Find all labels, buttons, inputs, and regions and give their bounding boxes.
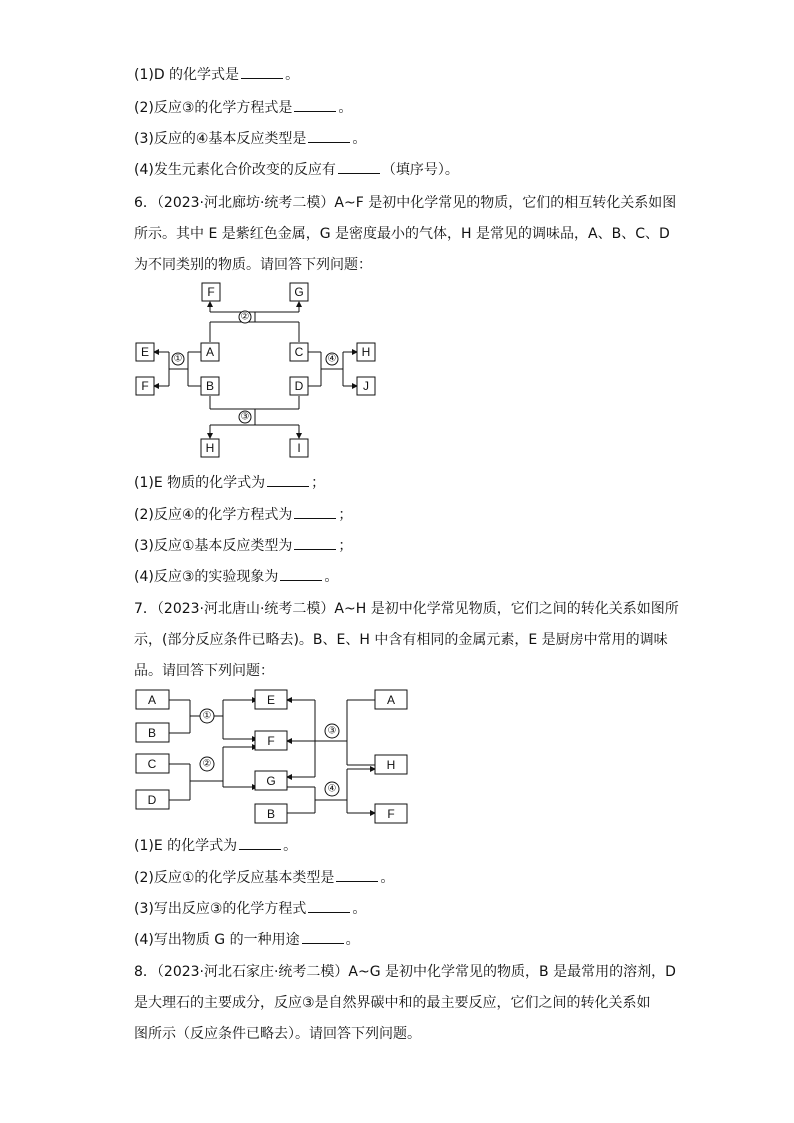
q7-sub3: (3)写出反应③的化学方程式 。 — [134, 898, 366, 920]
q7-box-B-left — [136, 723, 169, 742]
q5-sub2: (2)反应③的化学方程式是 。 — [134, 97, 352, 119]
svg-text:④: ④ — [327, 353, 337, 365]
svg-text:C: C — [294, 345, 304, 359]
svg-text:A: A — [147, 693, 157, 707]
q6-box-H-bottom — [201, 439, 219, 457]
q6-reaction-4 — [326, 353, 338, 365]
svg-text:④: ④ — [327, 783, 337, 795]
q6-stem-line3: 为不同类别的物质。请回答下列问题： — [134, 257, 372, 273]
svg-text:③: ③ — [327, 725, 337, 737]
answer-blank[interactable] — [294, 535, 336, 550]
svg-text:A: A — [386, 693, 396, 707]
svg-text:①: ① — [202, 710, 212, 722]
svg-text:F: F — [207, 285, 215, 299]
q7-box-B-bottom — [255, 804, 287, 823]
q6-stem-line1: 6．（2023·河北廊坊·统考二模）A~F 是初中化学常见的物质，它们的相互转化关系如图 — [134, 195, 677, 211]
svg-text:D: D — [147, 793, 157, 807]
q7-box-D — [136, 790, 169, 809]
svg-text:G: G — [294, 285, 304, 299]
q7-reaction-diagram — [125, 683, 425, 833]
svg-text:F: F — [267, 734, 275, 748]
svg-text:G: G — [266, 774, 276, 788]
answer-blank[interactable] — [241, 64, 283, 79]
svg-text:E: E — [140, 345, 150, 359]
answer-blank[interactable] — [338, 159, 380, 174]
svg-text:F: F — [387, 807, 395, 821]
svg-text:H: H — [386, 758, 396, 772]
svg-text:C: C — [147, 757, 157, 771]
q7-reaction-2 — [200, 757, 214, 771]
q8-stem-line2: 是大理石的主要成分，反应③是自然界碳中和的最主要反应，它们之间的转化关系如 — [134, 995, 651, 1011]
svg-text:B: B — [147, 726, 157, 740]
q6-box-E — [136, 343, 154, 361]
q7-box-F-mid — [255, 731, 287, 750]
svg-text:③: ③ — [240, 411, 250, 423]
q8-stem-line3: 图所示（反应条件已略去）。请回答下列问题。 — [134, 1026, 421, 1042]
q6-box-A — [201, 343, 219, 361]
svg-text:②: ② — [202, 758, 212, 770]
answer-blank[interactable] — [294, 504, 336, 519]
q6-reaction-2 — [239, 311, 251, 323]
q5-sub4: (4)发生元素化合价改变的反应有 （填序号）。 — [134, 159, 459, 181]
q6-reaction-diagram — [125, 275, 395, 465]
q6-sub4: (4)反应③的实验现象为 。 — [134, 566, 338, 588]
q6-box-G — [290, 283, 308, 301]
svg-text:A: A — [205, 345, 215, 359]
q7-box-H — [375, 755, 407, 774]
q7-box-E — [255, 690, 287, 709]
q7-sub1: (1)E 的化学式为 。 — [134, 835, 297, 857]
q7-reaction-3 — [325, 724, 339, 738]
svg-text:②: ② — [240, 311, 250, 323]
q5-sub3: (3)反应的④基本反应类型是 。 — [134, 128, 366, 150]
q6-box-H-right — [357, 343, 375, 361]
svg-text:H: H — [205, 441, 215, 455]
q6-sub2: (2)反应④的化学方程式为 ； — [134, 504, 352, 526]
svg-text:J: J — [363, 379, 369, 393]
answer-blank[interactable] — [336, 867, 378, 882]
q6-reaction-3 — [239, 411, 251, 423]
svg-text:H: H — [361, 345, 371, 359]
q6-reaction-1 — [172, 353, 184, 365]
q8-stem-line1: 8．（2023·河北石家庄·统考二模）A~G 是初中化学常见的物质，B 是最常用的溶剂，D — [134, 964, 676, 980]
q6-box-D — [290, 377, 308, 395]
q7-box-A-right — [375, 690, 407, 709]
q7-box-A-left — [136, 690, 169, 709]
answer-blank[interactable] — [267, 472, 309, 487]
q6-sub1: (1)E 物质的化学式为 ； — [134, 472, 325, 494]
q7-reaction-1 — [200, 709, 214, 723]
svg-text:B: B — [266, 807, 276, 821]
q5-sub1: (1)D 的化学式是 。 — [134, 64, 299, 86]
q6-box-J — [357, 377, 375, 395]
q6-stem-line2: 所示。其中 E 是紫红色金属，G 是密度最小的气体，H 是常见的调味品，A、B、C、D — [134, 226, 670, 242]
answer-blank[interactable] — [308, 898, 350, 913]
svg-text:E: E — [266, 693, 276, 707]
svg-text:I: I — [297, 441, 301, 455]
svg-text:D: D — [294, 379, 304, 393]
q6-box-C — [290, 343, 308, 361]
q6-box-F-top — [202, 283, 220, 301]
svg-text:①: ① — [173, 353, 183, 365]
answer-blank[interactable] — [308, 128, 350, 143]
answer-blank[interactable] — [239, 835, 281, 850]
q7-sub4: (4)写出物质 G 的一种用途 。 — [134, 929, 360, 951]
q7-stem-line1: 7．（2023·河北唐山·统考二模）A~H 是初中化学常见物质，它们之间的转化关系如图所 — [134, 601, 679, 617]
q7-stem-line2: 示，(部分反应条件已略去)。B、E、H 中含有相同的金属元素，E 是厨房中常用的调味 — [134, 632, 668, 648]
svg-text:F: F — [141, 379, 149, 393]
q6-box-I — [290, 439, 308, 457]
answer-blank[interactable] — [294, 97, 336, 112]
q7-stem-line3: 品。请回答下列问题： — [134, 663, 274, 679]
q7-box-G — [255, 771, 287, 790]
q7-box-F-right — [375, 804, 407, 823]
svg-text:B: B — [205, 379, 215, 393]
answer-blank[interactable] — [302, 929, 344, 944]
answer-blank[interactable] — [280, 566, 322, 581]
q7-box-C — [136, 754, 169, 773]
q6-box-B — [201, 377, 219, 395]
q7-reaction-4 — [325, 782, 339, 796]
q7-sub2: (2)反应①的化学反应基本类型是 。 — [134, 867, 394, 889]
q6-box-F-left — [136, 377, 154, 395]
q6-sub3: (3)反应①基本反应类型为 ； — [134, 535, 352, 557]
